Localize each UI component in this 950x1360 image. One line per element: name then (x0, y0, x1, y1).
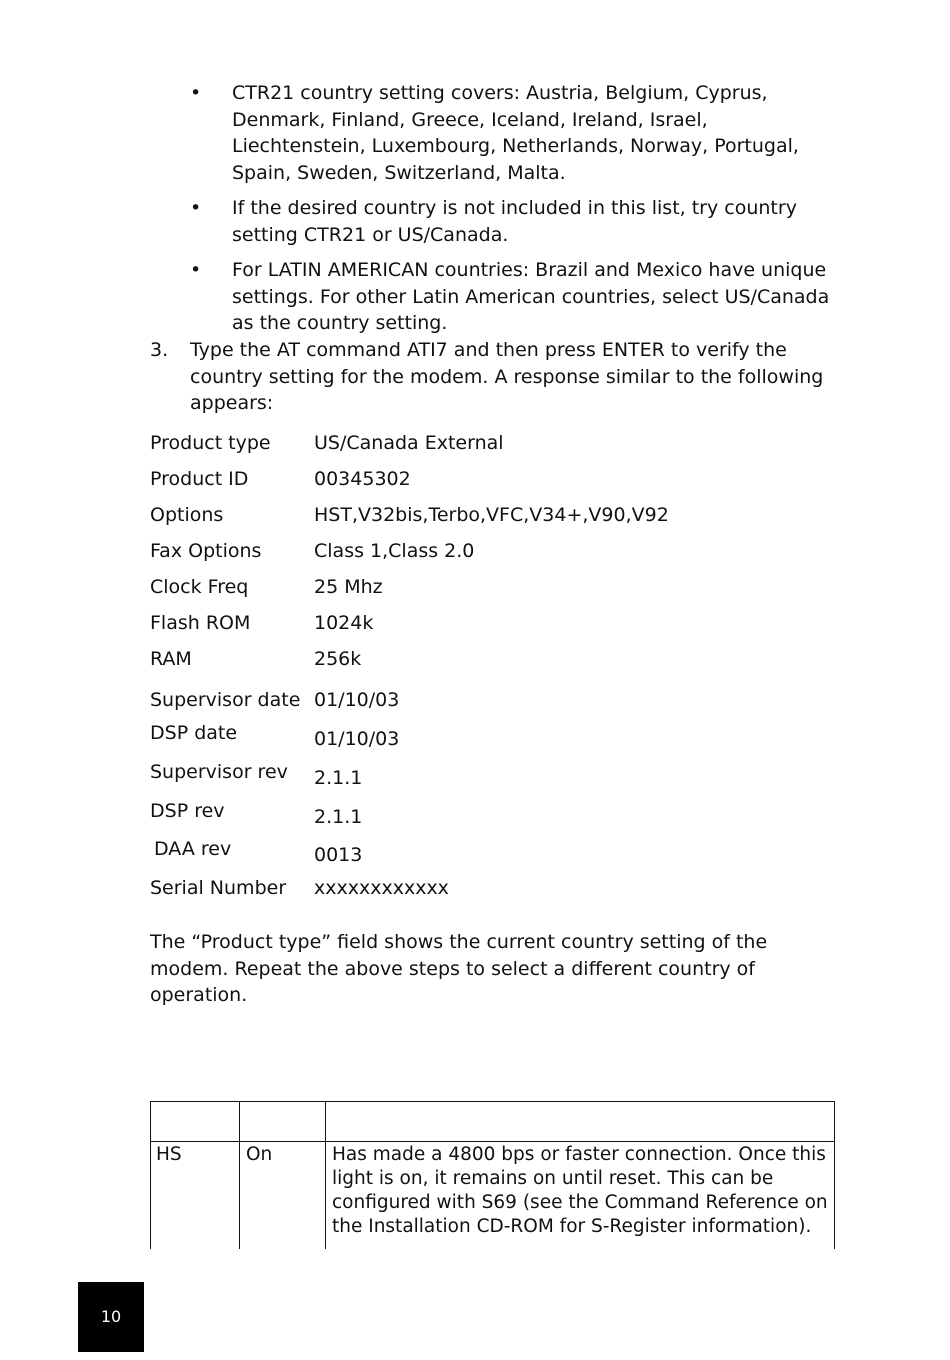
response-row-product-id (150, 466, 840, 492)
response-label: Supervisor date (150, 689, 301, 711)
bullet-text: If the desired country is not included in this list, try country setting CTR21 or US/Canada. (232, 197, 797, 246)
page-number-tab (78, 1282, 144, 1352)
response-label: RAM (150, 648, 192, 670)
table-border-top (150, 1101, 835, 1102)
bullet-symbol: • (190, 259, 202, 281)
step-3 (150, 337, 840, 417)
bullet-text: For LATIN AMERICAN countries: Brazil and Mexico have unique settings. For other Latin American countries, select US/Canada as the country setting. (232, 259, 830, 334)
response-label: Options (150, 504, 224, 526)
table-cell-description: Has made a 4800 bps or faster connection. Once this light is on, it remains on until reset. This can be configured with S69 (see the Command Reference on the Installation CD-ROM for S-Register information). (332, 1144, 828, 1237)
response-label: Supervisor rev (150, 761, 288, 783)
response-label: Clock Freq (150, 576, 249, 598)
response-label: DSP date (150, 722, 238, 744)
response-value: HST,V32bis,Terbo,VFC,V34+,V90,V92 (314, 504, 669, 526)
response-label: Serial Number (150, 877, 287, 899)
bullet-text: CTR21 country setting covers: Austria, Belgium, Cyprus, Denmark, Finland, Greece, Iceland, Ireland, Israel, Liechtenstein, Luxembourg, Netherlands, Norway, Portugal, Spain, Sweden, Switzerland, Malta. (232, 82, 799, 184)
response-row-serial-number (150, 875, 840, 901)
bullet-list (150, 80, 840, 346)
summary-paragraph: The “Product type” field shows the current country setting of the modem. Repeat the above steps to select a different country of operation. (150, 931, 768, 1006)
response-row-ram (150, 646, 840, 672)
response-value: Class 1,Class 2.0 (314, 540, 475, 562)
table-cell-state: On (246, 1144, 273, 1165)
bullet-item-ctr21 (150, 80, 840, 186)
step-number: 3. (150, 339, 169, 361)
response-value: xxxxxxxxxxxx (314, 877, 449, 899)
table-border-left (150, 1101, 151, 1249)
response-value: 00345302 (314, 468, 411, 490)
response-row-daa-rev (150, 836, 840, 866)
response-row-supervisor-rev (150, 759, 840, 789)
response-label: Fax Options (150, 540, 262, 562)
bullet-item-latin-america (150, 257, 840, 337)
table-cell-light: HS (156, 1144, 182, 1165)
response-row-dsp-rev (150, 798, 840, 828)
response-value: 01/10/03 (314, 689, 400, 711)
response-value: 01/10/03 (314, 728, 400, 750)
response-label: Product type (150, 432, 271, 454)
response-value: 256k (314, 648, 362, 670)
page-number: 10 (100, 1307, 122, 1326)
response-row-flash-rom (150, 610, 840, 636)
response-row-options (150, 502, 840, 528)
status-lights-table (150, 1101, 836, 1249)
bullet-symbol: • (190, 82, 202, 104)
table-header-divider (150, 1141, 835, 1142)
response-value: 25 Mhz (314, 576, 383, 598)
table-border-right (834, 1101, 835, 1249)
step-text: Type the AT command ATI7 and then press ENTER to verify the country setting for the modem. A response similar to the following appears: (190, 339, 824, 414)
response-row-clock-freq (150, 574, 840, 600)
bullet-symbol: • (190, 197, 202, 219)
response-label: DSP rev (150, 800, 225, 822)
response-row-dsp-date (150, 720, 840, 750)
response-row-product-type (150, 430, 840, 456)
response-value: 0013 (314, 844, 363, 866)
response-value: 1024k (314, 612, 374, 634)
response-value: 2.1.1 (314, 806, 363, 828)
response-row-fax-options (150, 538, 840, 564)
table-column-divider (239, 1101, 240, 1249)
table-column-divider (325, 1101, 326, 1249)
response-value: 2.1.1 (314, 767, 363, 789)
response-value: US/Canada External (314, 432, 504, 454)
bullet-item-fallback (150, 195, 840, 248)
response-label: Product ID (150, 468, 249, 490)
response-row-supervisor-date (150, 687, 840, 713)
response-label: DAA rev (154, 838, 232, 860)
response-label: Flash ROM (150, 612, 251, 634)
